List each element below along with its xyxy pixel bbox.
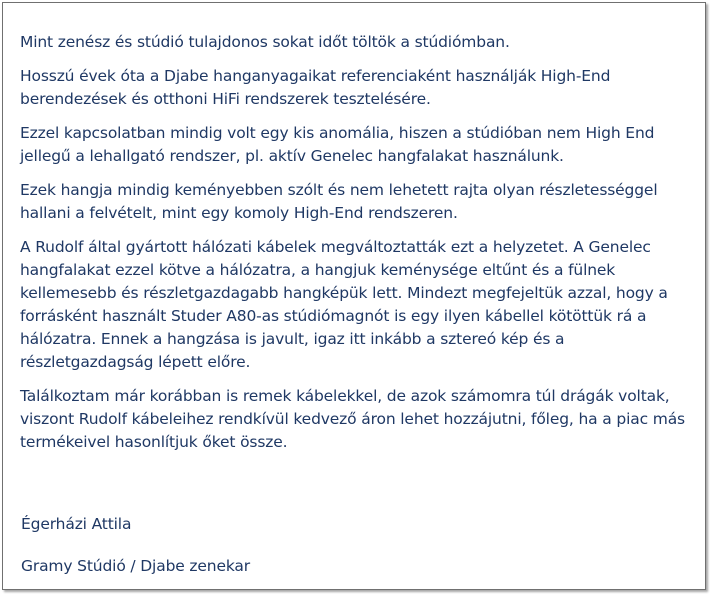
testimonial-paragraph-6: Találkoztam már korábban is remek kábelekkel, de azok számomra túl drágák voltak, viszont Rudolf kábeleihez rendkívül kedvező áron lehet hozzájutni, főleg, ha a piac más termékeivel hasonlítjuk őket össze. [20,387,685,451]
testimonial-box [2,2,706,590]
testimonial-body [20,31,700,465]
author-name: Égerházi Attila [21,515,132,533]
testimonial-paragraph-4: Ezek hangja mindig keményebben szólt és nem lehetett rajta olyan részletességgel hallani a felvételt, mint egy komoly High-End rendszeren. [20,181,658,222]
testimonial-paragraph-2: Hosszú évek óta a Djabe hanganyagaikat referenciaként használják High-End berendezések és otthoni HiFi rendszerek tesztelésére. [20,67,611,108]
testimonial-paragraph-1: Mint zenész és stúdió tulajdonos sokat időt töltök a stúdiómban. [20,33,510,51]
author-affiliation: Gramy Stúdió / Djabe zenekar [21,557,250,575]
testimonial-paragraph-3: Ezzel kapcsolatban mindig volt egy kis anomália, hiszen a stúdióban nem High End jellegű a lehallgató rendszer, pl. aktív Genelec hangfalakat használunk. [20,124,655,165]
testimonial-paragraph-5: A Rudolf által gyártott hálózati kábelek megváltoztatták ezt a helyzetet. A Genelec hangfalakat ezzel kötve a hálózatra, a hangjuk keménysége eltűnt és a fülnek kellemesebb és részletgazdagabb hangképük lett. Mindezt megfejeltük azzal, hogy a forrásként használt Studer A80-as stúdiómagnót is egy ilyen kábellel kötöttük rá a hálózatra. Ennek a hangzása is javult, igaz itt inkább a sztereó kép és a részletgazdagság lépett előre. [20,238,668,371]
